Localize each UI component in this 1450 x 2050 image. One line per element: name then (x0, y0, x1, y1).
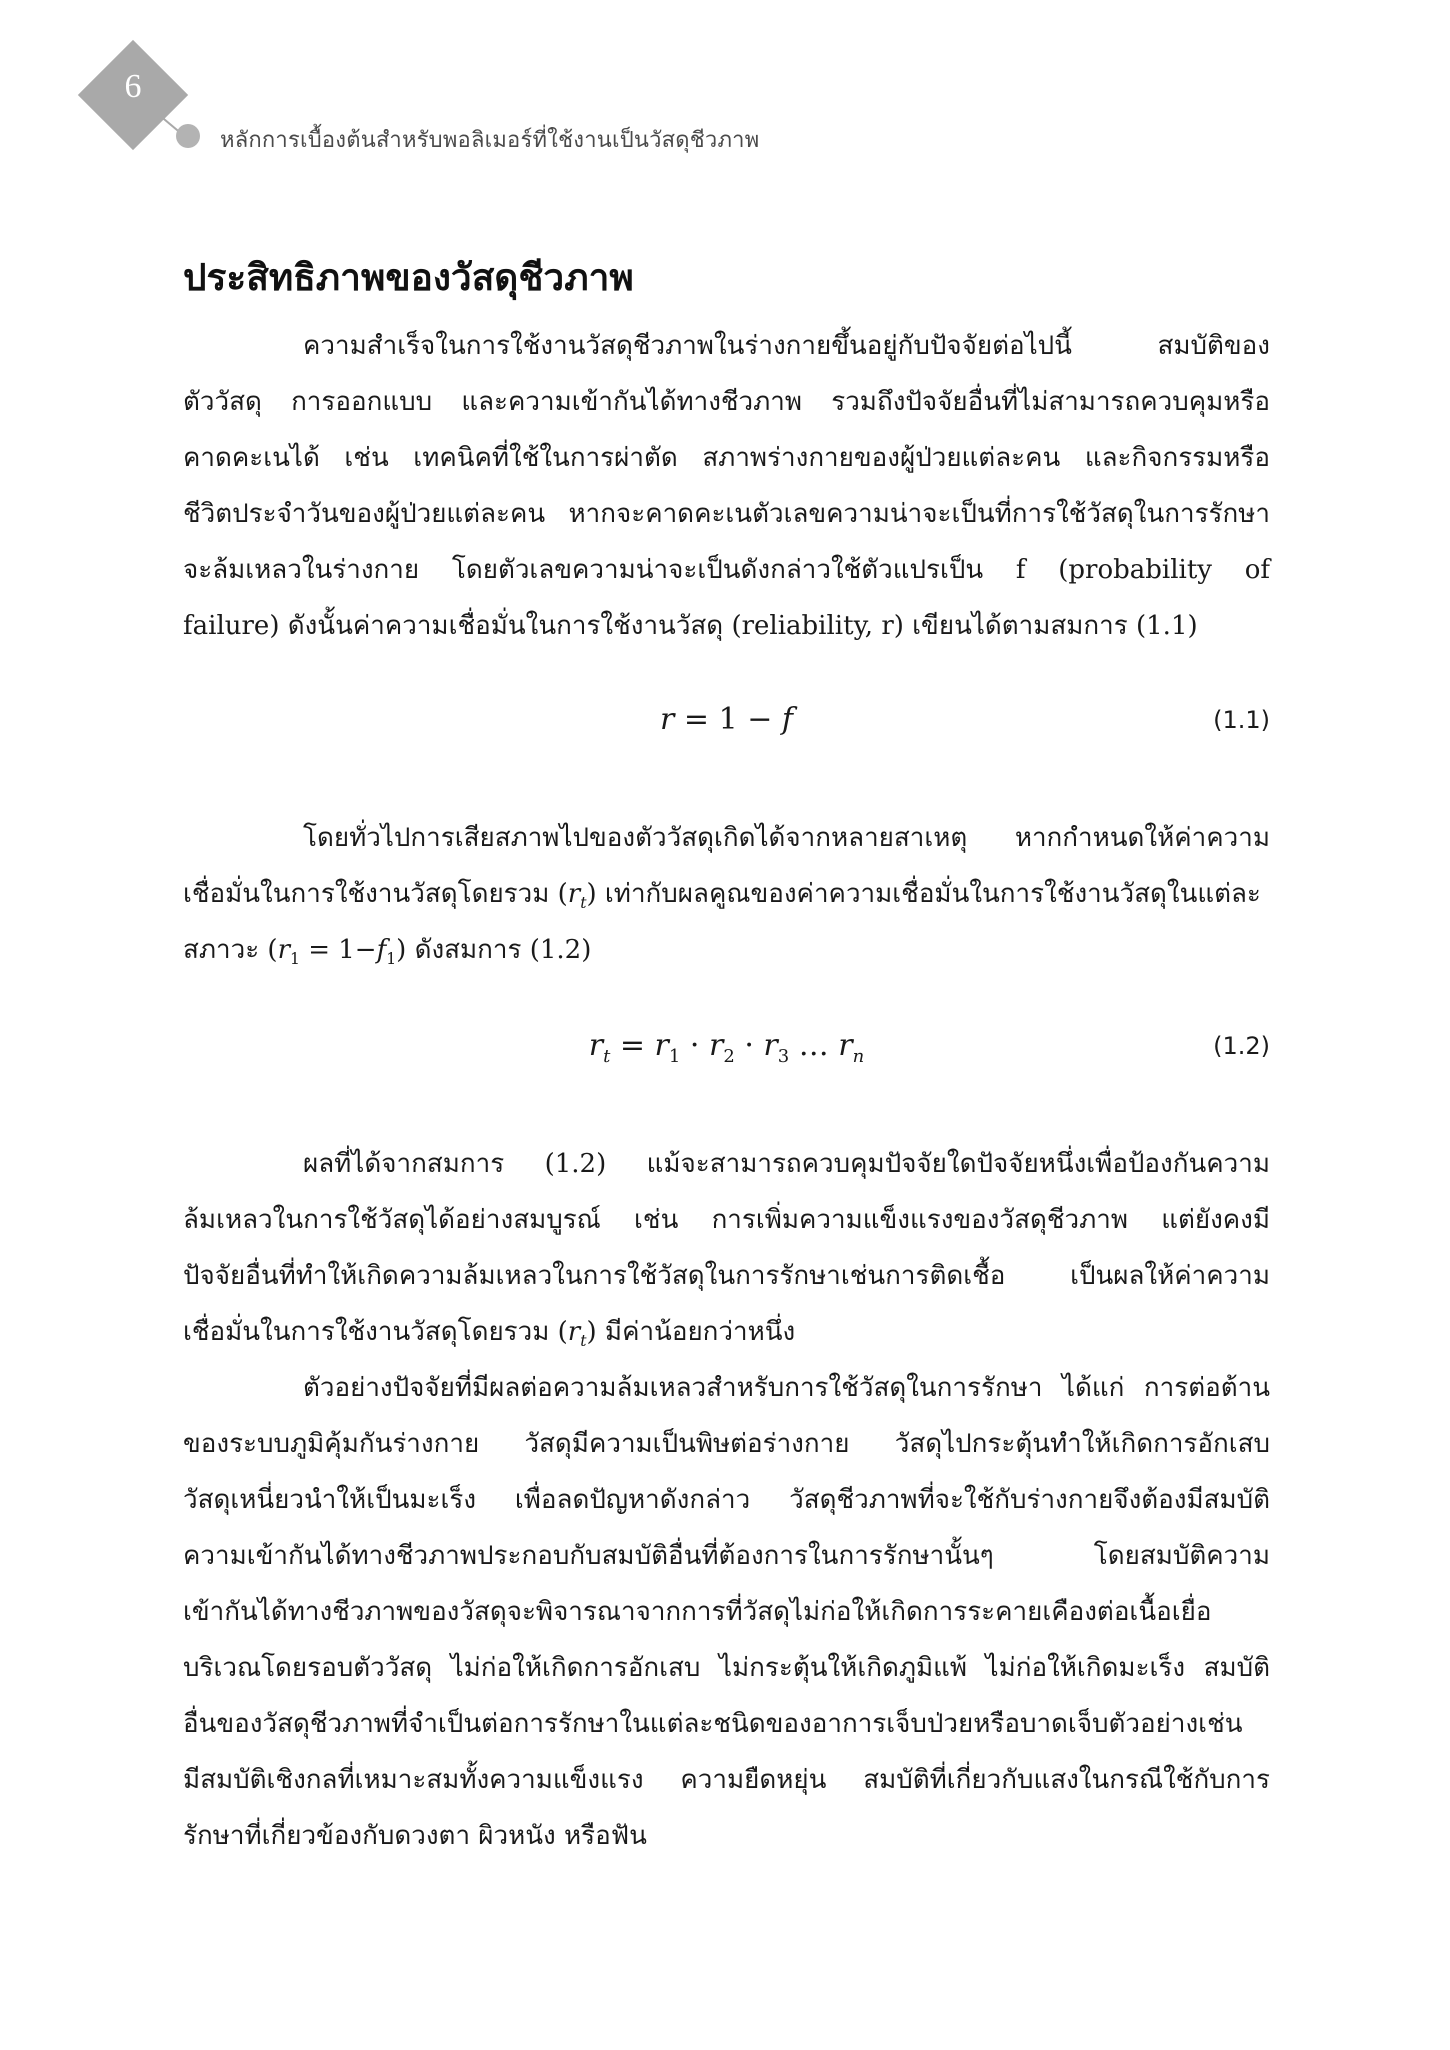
equation-number: (1.1) (1213, 706, 1270, 734)
text-segment: สภาวะ ( (183, 935, 278, 965)
eq-one: 1 (718, 702, 738, 737)
paragraph-2-line: สภาวะ $(r_1 = 1-f_1)$ ดังสมการ (1.2) (183, 935, 592, 969)
equation-1-1-body (183, 702, 1270, 737)
paragraph-1-line: จะล้มเหลวในร่างกาย โดยตัวเลขความน่าจะเป็นดังกล่าวใช้ตัวแปรเป็น f (probability of (183, 555, 1270, 585)
page-number-marker (78, 40, 188, 150)
eq-ellipsis: … (798, 1028, 829, 1063)
running-title: หลักการเบื้องต้นสำหรับพอลิเมอร์ที่ใช้งานเป็นวัสดุชีวภาพ (220, 128, 760, 153)
header-dot (176, 124, 200, 148)
equation-1-1 (183, 702, 1270, 762)
paragraph-3-line: ล้มเหลวในการใช้วัสดุได้อย่างสมบูรณ์ เช่น การเพิ่มความแข็งแรงของวัสดุชีวภาพ แต่ยังคงมี (183, 1205, 1270, 1235)
eq-minus: − (747, 702, 773, 737)
inline-math-r1: $r_1$ (277, 935, 300, 969)
paragraph-3-line: ผลที่ได้จากสมการ (1.2) แม้จะสามารถควบคุมปัจจัยใดปัจจัยหนึ่งเพื่อป้องกันความ (303, 1149, 1270, 1179)
text-segment: ) ดังสมการ (1.2) (396, 935, 592, 965)
paragraph-4-line: บริเวณโดยรอบตัววัสดุ ไม่ก่อให้เกิดการอักเสบ ไม่กระตุ้นให้เกิดภูมิแพ้ ไม่ก่อให้เกิดมะเร็ง สมบัติ (183, 1653, 1270, 1683)
text-segment: ) มีค่าน้อยกว่าหนึ่ง (586, 1317, 796, 1347)
paragraph-1-line: ความสำเร็จในการใช้งานวัสดุชีวภาพในร่างกายขึ้นอยู่กับปัจจัยต่อไปนี้ สมบัติของ (303, 331, 1270, 361)
paragraph-1-line: ชีวิตประจำวันของผู้ป่วยแต่ละคน หากจะคาดคะเนตัวเลขความน่าจะเป็นที่การใช้วัสดุในการรักษา (183, 499, 1270, 529)
inline-math-f1: $f_1$ (376, 935, 397, 969)
equation-1-2-body: $r_t = r_1 \cdot r_2 \cdot r_3$ … $r_n$ (588, 1028, 865, 1067)
paragraph-1-line: ตัววัสดุ การออกแบบ และความเข้ากันได้ทางชีวภาพ รวมถึงปัจจัยอื่นที่ไม่สามารถควบคุมหรือ (183, 387, 1270, 417)
equation-number: (1.2) (1213, 1032, 1270, 1060)
paragraph-2-line: โดยทั่วไปการเสียสภาพไปของตัววัสดุเกิดได้จากหลายสาเหตุ หากกำหนดให้ค่าความ (303, 823, 1270, 853)
paragraph-4-line: อื่นของวัสดุชีวภาพที่จำเป็นต่อการรักษาในแต่ละชนิดของอาการเจ็บป่วยหรือบาดเจ็บตัวอย่างเช่น (183, 1709, 1243, 1739)
paragraph-1-line: คาดคะเนได้ เช่น เทคนิคที่ใช้ในการผ่าตัด สภาพร่างกายของผู้ป่วยแต่ละคน และกิจกรรมหรือ (183, 443, 1270, 473)
paragraph-4-line: เข้ากันได้ทางชีวภาพของวัสดุจะพิจารณาจากการที่วัสดุไม่ก่อให้เกิดการระคายเคืองต่อเนื้อเยื่อ (183, 1597, 1212, 1627)
symbol-r-t: $r_t$ (567, 1317, 587, 1351)
text-segment: ) เท่ากับผลคูณของค่าความเชื่อมั่นในการใช้งานวัสดุในแต่ละ (586, 879, 1261, 909)
eq-symbol-r: r (659, 702, 675, 737)
paragraph-1-line: failure) ดังนั้นค่าความเชื่อมั่นในการใช้งานวัสดุ (reliability, r) เขียนได้ตามสมการ (1.1) (183, 611, 1198, 641)
text-segment: เชื่อมั่นในการใช้งานวัสดุโดยรวม ( (183, 879, 568, 909)
paragraph-4-line: ความเข้ากันได้ทางชีวภาพประกอบกับสมบัติอื่นที่ต้องการในการรักษานั้นๆ โดยสมบัติความ (183, 1541, 1270, 1571)
paragraph-4-line: ของระบบภูมิคุ้มกันร่างกาย วัสดุมีความเป็นพิษต่อร่างกาย วัสดุไปกระตุ้นทำให้เกิดการอักเสบ (183, 1429, 1270, 1459)
paragraph-4-line: วัสดุเหนี่ยวนำให้เป็นมะเร็ง เพื่อลดปัญหาดังกล่าว วัสดุชีวภาพที่จะใช้กับร่างกายจึงต้องมีสมบัติ (183, 1485, 1270, 1515)
paragraph-4-line: มีสมบัติเชิงกลที่เหมาะสมทั้งความแข็งแรง ความยืดหยุ่น สมบัติที่เกี่ยวกับแสงในกรณีใช้กับการ (183, 1765, 1270, 1795)
eq-equals: = (683, 702, 710, 737)
section-title: ประสิทธิภาพของวัสดุชีวภาพ (183, 256, 634, 299)
paragraph-3-line: ปัจจัยอื่นที่ทำให้เกิดความล้มเหลวในการใช้วัสดุในการรักษาเช่นการติดเชื้อ เป็นผลให้ค่าความ (183, 1261, 1270, 1291)
paragraph-4-line: รักษาที่เกี่ยวข้องกับดวงตา ผิวหนัง หรือฟัน (183, 1821, 647, 1851)
eq-symbol-f: f (781, 702, 793, 737)
text-segment: เชื่อมั่นในการใช้งานวัสดุโดยรวม ( (183, 1317, 568, 1347)
equation-1-2 (183, 1028, 1270, 1088)
page-number: 6 (124, 68, 142, 105)
paragraph-4-line: ตัวอย่างปัจจัยที่มีผลต่อความล้มเหลวสำหรับการใช้วัสดุในการรักษา ได้แก่ การต่อต้าน (303, 1373, 1270, 1403)
symbol-r-t: $r_t$ (567, 879, 587, 913)
